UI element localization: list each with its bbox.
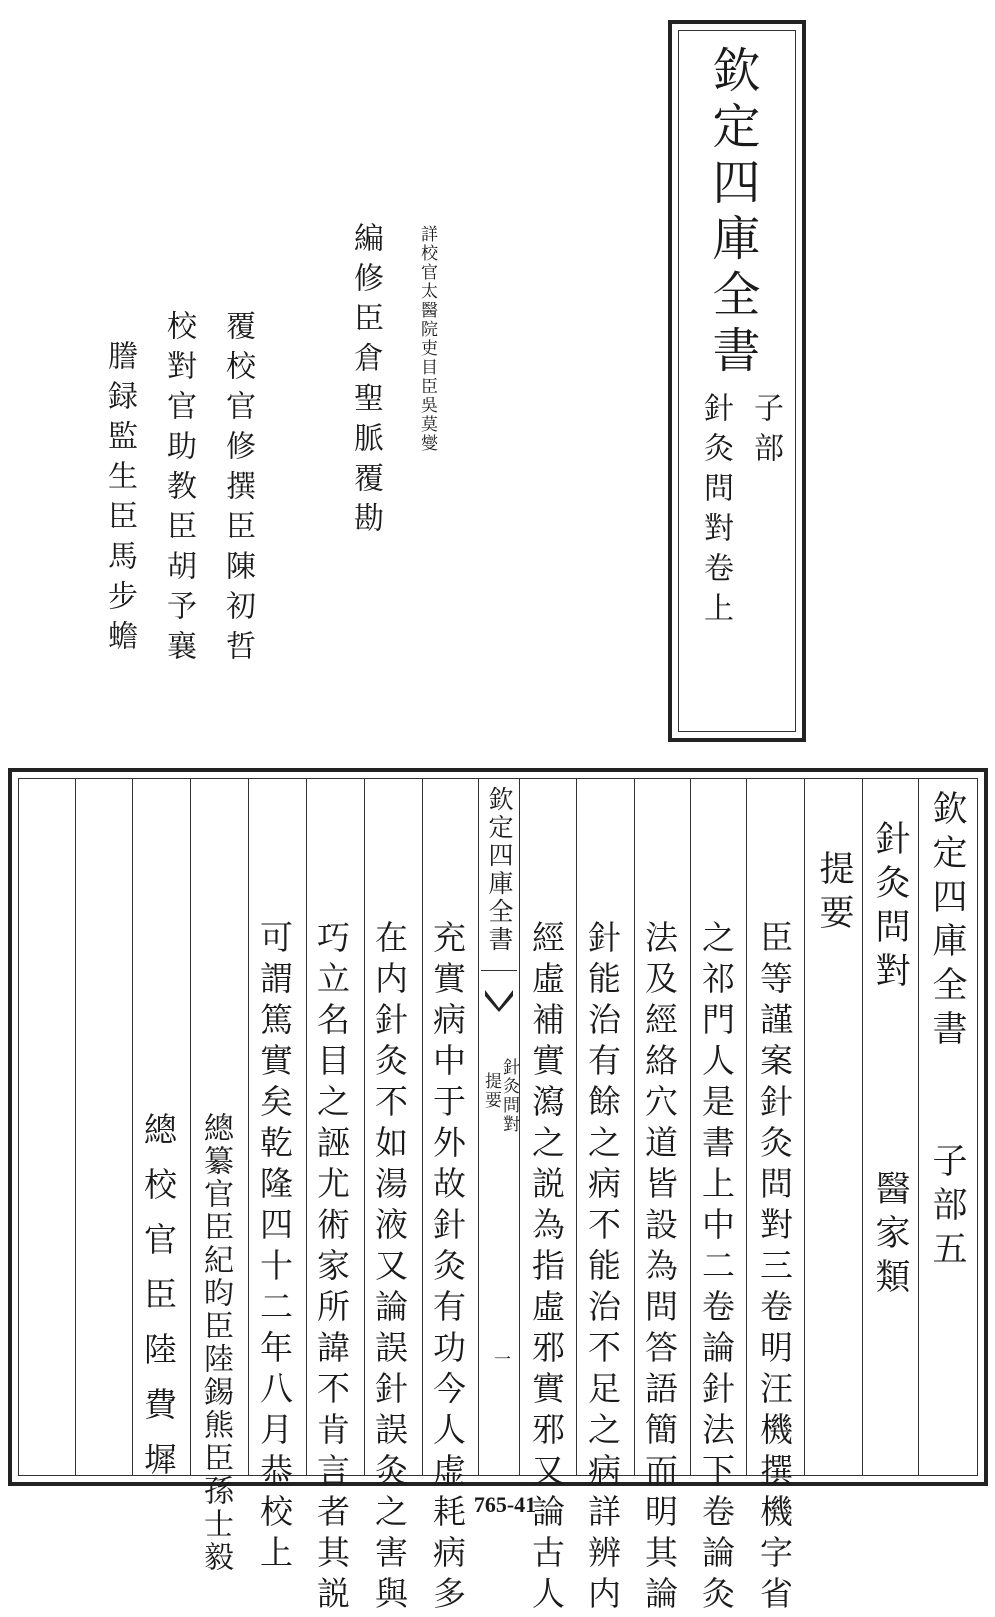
text-column: 經虛補實瀉之説為指虛邪實邪又論古人: [527, 920, 566, 1617]
cover-title: 欽定四庫全書: [704, 45, 760, 381]
fold-leaf: 一: [490, 1350, 510, 1369]
column-rule: [690, 778, 691, 1476]
cover-editor: 詳校官太醫院吏目臣吳莫燮: [417, 225, 437, 453]
fold-book: 針灸問對: [499, 1058, 519, 1134]
text-column: 之祁門人是書上中二卷論針法下卷論灸: [697, 920, 736, 1617]
column-rule: [132, 778, 133, 1476]
column-rule: [862, 778, 863, 1476]
fold-sub: 提要: [481, 1072, 501, 1110]
text-column: 針能治有餘之病不能治不足之病詳辨内: [583, 920, 622, 1617]
column-rule: [422, 778, 423, 1476]
column-rule: [746, 778, 747, 1476]
column-rule: [918, 778, 919, 1476]
fold-divider: [481, 970, 517, 971]
cover-proofreader-1: 覆校官修撰臣陳初哲: [220, 310, 255, 670]
fold-title: 欽定四庫全書: [485, 786, 514, 954]
cover-category: 子部: [748, 392, 783, 472]
column-rule: [75, 778, 76, 1476]
page-tiyao: 提要: [814, 850, 854, 938]
cover-proofreader-2: 校對官助教臣胡予襄: [161, 310, 196, 670]
page-section: 子部五: [927, 1142, 967, 1274]
column-rule: [306, 778, 307, 1476]
column-rule: [634, 778, 635, 1476]
text-column: 可謂篤實矣乾隆四十二年八月恭校上: [255, 920, 294, 1576]
column-rule: [576, 778, 577, 1476]
text-column: 在内針灸不如湯液又論誤針誤灸之害與: [370, 920, 409, 1617]
page-number: 765-41: [473, 1492, 537, 1517]
cover-revise: 編修臣倉聖脈覆勘: [348, 222, 383, 542]
cover-copyist: 謄録監生臣馬步蟾: [102, 340, 137, 660]
column-rule: [248, 778, 249, 1476]
chief-proofreader: 總校官臣陸費墀: [139, 1112, 178, 1497]
page-book-name: 針灸問對: [870, 820, 910, 996]
column-rule: [804, 778, 805, 1476]
text-column: 法及經絡穴道皆設為問答語簡而明其論: [640, 920, 679, 1617]
text-column: 臣等謹案針灸問對三卷明汪機撰機字省: [755, 920, 794, 1617]
page-class: 醫家類: [870, 1170, 910, 1302]
chief-editors: 總纂官臣紀昀臣陸錫熊臣孫士毅: [198, 1112, 233, 1574]
cover-book-title: 針灸問對卷上: [698, 392, 733, 632]
column-rule: [364, 778, 365, 1476]
text-column: 充實病中于外故針灸有功今人虚耗病多: [428, 920, 467, 1617]
fish-tail-icon: [484, 988, 514, 1014]
text-column: 巧立名目之誣尤術家所諱不肯言者其説: [312, 920, 351, 1617]
page-header-title: 欽定四庫全書: [927, 790, 967, 1054]
column-rule: [190, 778, 191, 1476]
